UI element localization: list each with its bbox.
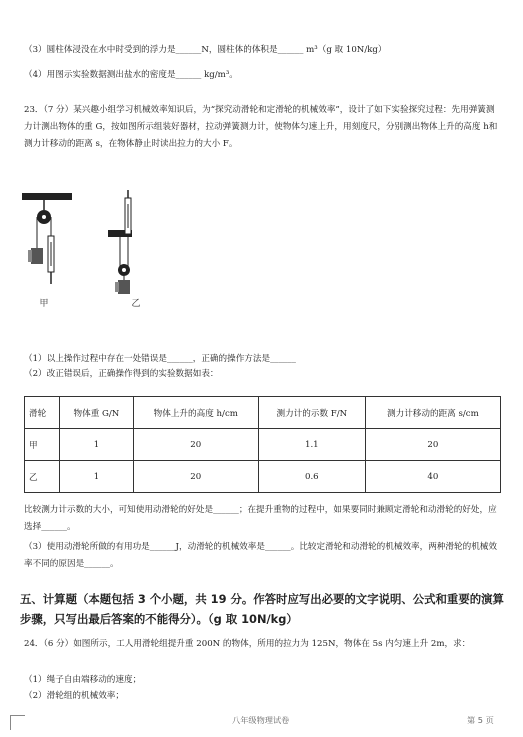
crop-mark [10,715,25,730]
table-cell: 甲 [25,429,60,461]
fixed-pulley-setup [22,193,72,284]
table-cell: 0.6 [258,461,365,493]
section-5-heading: 五、计算题（本题包括 3 个小题，共 19 分。作答时应写出必要的文字说明、公式和重要的演算步骤，只写出最后答案的不能得分）。（g 取 10N/kg） [20,592,504,626]
table-cell: 20 [133,461,258,493]
experiment-data-table [24,396,501,493]
question-22-sub3: （3）圆柱体浸没在水中时受到的浮力是______N，圆柱体的体积是______ m³（g 取 10N/kg） [24,45,387,55]
question-24-sub1: （1）绳子自由端移动的速度； [24,675,142,685]
question-22-sub4: （4）用图示实验数据测出盐水的密度是______ kg/m³。 [24,70,238,80]
table-cell: 乙 [25,461,60,493]
table-row [25,461,501,493]
figure-label-b: 乙 [131,299,141,309]
table-header-row [25,397,501,429]
table-cell: 40 [365,461,500,493]
question-23-comparison: 比较测力计示数的大小，可知使用动滑轮的好处是______；在提升重物的过程中，如果要同时兼顾定滑轮和动滑轮的好处，应选择______。 [24,505,497,532]
table-header: 物体上升的高度 h/cm [133,397,258,429]
question-24-sub2: （2）滑轮组的机械效率； [24,691,124,701]
table-cell: 1 [60,429,134,461]
table-header: 物体重 G/N [60,397,134,429]
table-header: 测力计的示数 F/N [258,397,365,429]
question-23-sub1: （1）以上操作过程中存在一处错误是______，正确的操作方法是______ [24,354,296,364]
table-header: 滑轮 [25,397,60,429]
table-row [25,429,501,461]
page-number: 第 5 页 [467,715,494,725]
movable-pulley-setup [108,190,132,294]
question-23-sub2: （2）改正错误后，正确操作得到的实验数据如表： [24,369,219,379]
question-24-stem: 24．（6 分）如图所示，工人用滑轮组提升重 200N 的物体，所用的拉力为 125N，物体在 5s 内匀速上升 2m，求： [24,639,471,649]
table-cell: 20 [365,429,500,461]
table-cell: 1 [60,461,134,493]
footer-title: 八年级物理试卷 [232,715,290,725]
question-23-stem: 23．（7 分）某兴趣小组学习机械效率知识后，为“探究动滑轮和定滑轮的机械效率”，设计了如下实验探究过程：先用弹簧测力计测出物体的重 G，按如图所示组装好器材，拉动弹簧测力计，使物体匀速上升，用刻度尺，分别测出物体上升的高度 h和测力计移动的距离 s，在物体静止时读出拉力的大小 F。 [24,105,498,149]
question-23-sub3: （3）使用动滑轮所做的有用功是______J，动滑轮的机械效率是______。比较定滑轮和动滑轮的机械效率，两种滑轮的机械效率不同的原因是______。 [24,542,497,569]
table-cell: 20 [133,429,258,461]
figure-label-a: 甲 [39,299,49,309]
pulley-figure [18,190,178,310]
table-cell: 1.1 [258,429,365,461]
table-header: 测力计移动的距离 s/cm [365,397,500,429]
